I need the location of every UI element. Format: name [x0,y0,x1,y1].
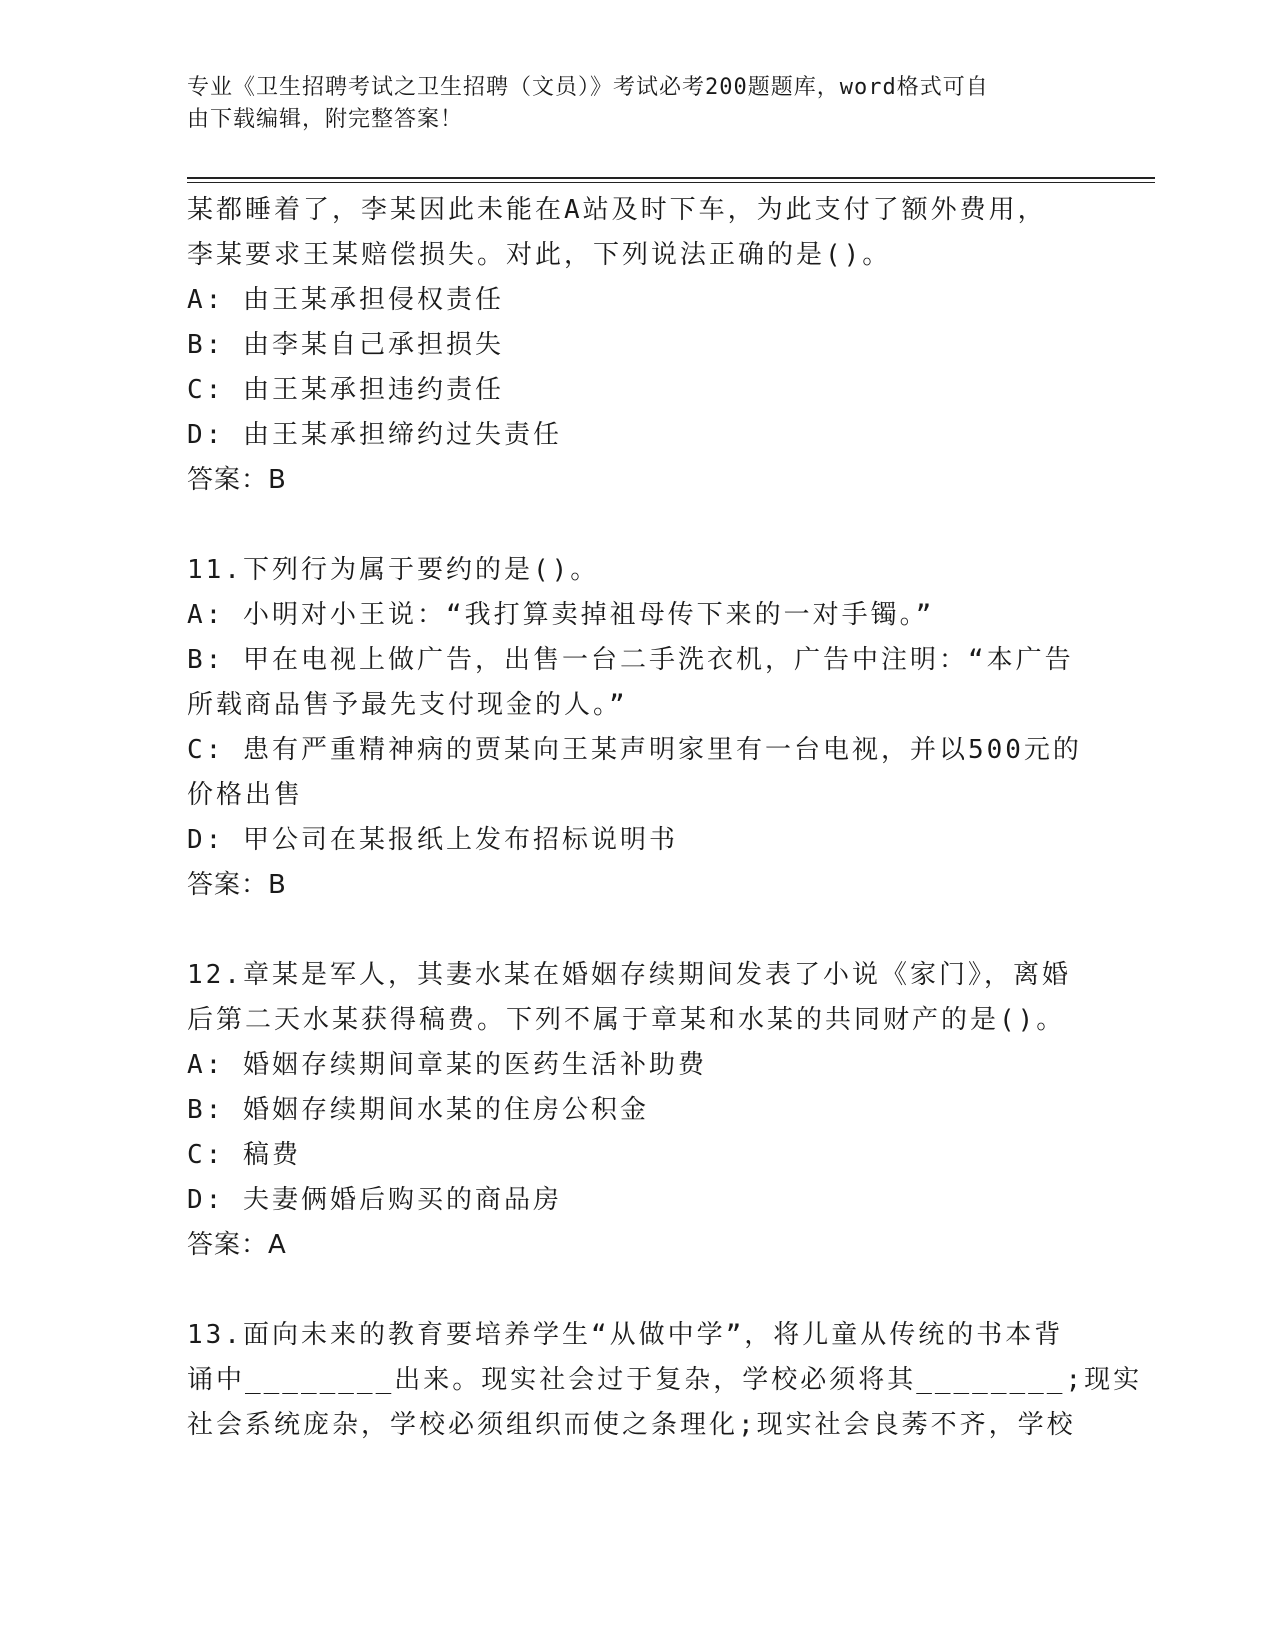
question-12-option-d: D: 夫妻俩婚后购买的商品房 [187,1185,562,1215]
question-13-stem-line-3: 社会系统庞杂，学校必须组织而使之条理化;现实社会良莠不齐，学校 [187,1410,1076,1440]
question-12-stem-line-2: 后第二天水某获得稿费。下列不属于章某和水某的共同财产的是()。 [187,1005,1066,1035]
question-13-stem-line-1: 13.面向未来的教育要培养学生“从做中学”，将儿童从传统的书本背 [187,1320,1064,1350]
question-10-option-b: B: 由李某自己承担损失 [187,330,504,360]
question-10-option-c: C: 由王某承担违约责任 [187,375,504,405]
header-line-1: 专业《卫生招聘考试之卫生招聘（文员）》考试必考200题题库，word格式可自 [187,75,989,100]
question-10-option-d: D: 由王某承担缔约过失责任 [187,420,562,450]
question-11-option-a: A: 小明对小王说：“我打算卖掉祖母传下来的一对手镯。” [187,600,935,630]
question-10 [187,188,1067,503]
question-12-option-b: B: 婚姻存续期间水某的住房公积金 [187,1095,649,1125]
document-body [187,188,1143,1448]
question-11-option-c-line-1: C: 患有严重精神病的贾某向王某声明家里有一台电视，并以500元的 [187,735,1082,765]
question-11-option-b-line-2: 所载商品售予最先支付现金的人。” [187,690,628,720]
question-11-option-d: D: 甲公司在某报纸上发布招标说明书 [187,825,678,855]
question-10-stem-line-2: 李某要求王某赔偿损失。对此，下列说法正确的是()。 [187,240,892,270]
question-10-option-a: A: 由王某承担侵权责任 [187,285,504,315]
page-header [187,72,1067,136]
question-13 [187,1313,1143,1448]
question-11-option-b-line-1: B: 甲在电视上做广告，出售一台二手洗衣机，广告中注明：“本广告 [187,645,1074,675]
header-line-2: 由下载编辑，附完整答案！ [187,107,464,132]
question-12-option-c: C: 稿费 [187,1140,301,1170]
question-12-answer: 答案：A [187,1230,287,1260]
question-12 [187,953,1071,1268]
question-10-answer: 答案：B [187,465,287,495]
question-12-stem-line-1: 12.章某是军人，其妻水某在婚姻存续期间发表了小说《家门》，离婚 [187,960,1071,990]
question-11-stem: 11.下列行为属于要约的是()。 [187,555,600,585]
question-11-option-c-line-2: 价格出售 [187,780,304,810]
question-13-stem-line-2: 诵中________出来。现实社会过于复杂，学校必须将其________;现实 [187,1365,1143,1395]
header-divider [187,177,1155,183]
question-11 [187,548,1082,908]
question-10-stem-line-1: 某都睡着了，李某因此未能在A站及时下车，为此支付了额外费用， [187,195,1047,225]
question-11-answer: 答案：B [187,870,287,900]
question-12-option-a: A: 婚姻存续期间章某的医药生活补助费 [187,1050,707,1080]
